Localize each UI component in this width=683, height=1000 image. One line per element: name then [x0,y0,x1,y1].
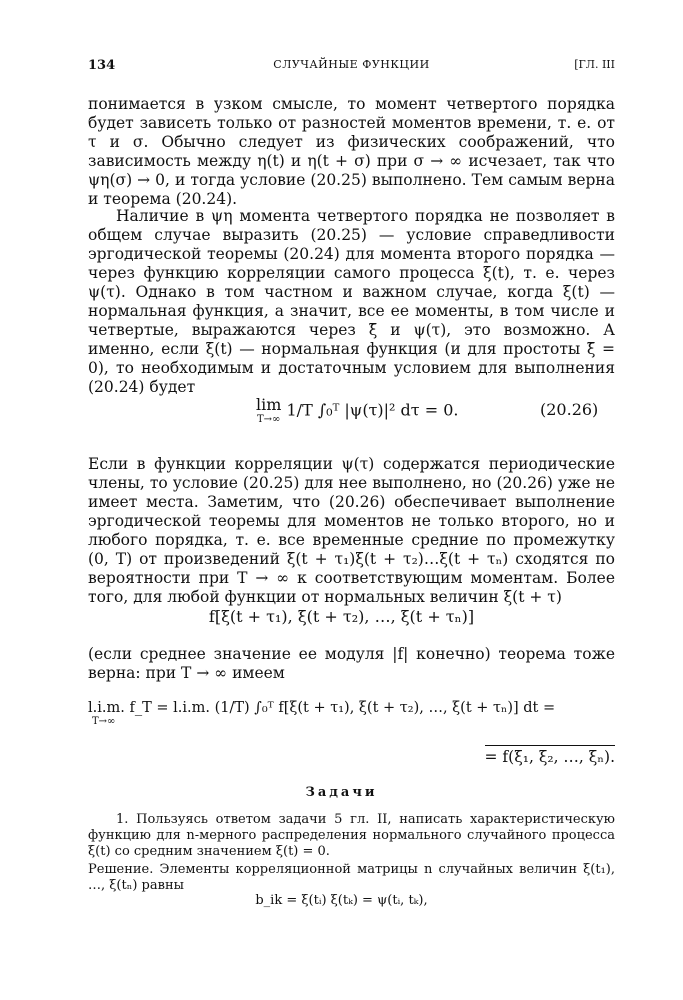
chapter-label: [ГЛ. III [574,58,615,71]
problem-1-solution: Решение. Элементы корреляционной матрицы n случайных величин ξ(t₁), …, ξ(tₙ) равны [88,862,615,893]
lim-operator: lim [256,395,282,414]
equation-lim-line-1 [88,700,555,727]
running-title: СЛУЧАЙНЫЕ ФУНКЦИИ [273,58,430,71]
equation-lim-line-1-text: l.i.m. f_T = l.i.m. (1/T) ∫₀ᵀ f[ξ(t + τ₁), ξ(t + τ₂), …, ξ(t + τₙ)] dt = [88,700,556,716]
problem-1: 1. Пользуясь ответом задачи 5 гл. II, написать характеристическую функцию для n-мерного распределения нормального случайного процесса ξ(t) со средним значением ξ(t) = 0. [88,812,615,859]
equation-20-26-body: 1/T ∫₀ᵀ |ψ(τ)|² dτ = 0. [286,400,459,420]
equation-number-20-26: (20.26) [540,400,599,419]
lim-subscript: T→∞ [257,414,281,425]
paragraph-4: (если среднее значение ее модуля |f| конечно) теорема тоже верна: при T → ∞ имеем [88,645,615,682]
paragraph-3: Если в функции корреляции ψ(τ) содержатся периодические члены, то условие (20.25) для нее выполнено, но (20.26) уже не имеет места. Заметим, что (20.26) обеспечивает выполнение эргодической теоремы для моментов не только второго, но и любого порядка, т. е. все временные средние по промежутку (0, T) от произведений ξ(t + τ₁)ξ(t + τ₂)…ξ(t + τₙ) сходятся по вероятности при T → ∞ к соответствующим моментам. Более того, для любой функции от нормальных величин ξ(t + τ) [88,455,615,606]
paragraph-2: Наличие в ψη момента четвертого порядка не позволяет в общем случае выразить (20.25) — условие справедливости эргодической теоремы (20.24) для момента второго порядка — через функцию корреляции самого процесса ξ(t), т. е. через ψ(τ). Однако в том частном и важном случае, когда ξ(t) — нормальная функция, а значит, все ее моменты, в том числе и четвертые, выражаются через ξ̄ и ψ(τ), это возможно. А именно, если ξ(t) — нормальная функция (и для простоты ξ̄ = 0), то необходимым и достаточным условием для выполнения (20.24) будет [88,207,615,396]
page-header [88,58,615,78]
solution-equation: b_ik = ξ(tᵢ) ξ(tₖ) = ψ(tᵢ, tₖ), [255,893,428,908]
equation-lim-line-2: = f(ξ₁, ξ₂, …, ξₙ). [485,745,615,766]
section-title-problems: Задачи [305,785,378,800]
equation-lim-subscript: T→∞ [92,716,116,727]
equation-f-args: f[ξ(t + τ₁), ξ(t + τ₂), …, ξ(t + τₙ)] [208,607,475,626]
equation-20-26 [256,395,458,425]
paragraph-1: понимается в узком смысле, то момент четвертого порядка будет зависеть только от разностей моментов времени, т. е. от τ и σ. Обычно следует из физических соображений, что зависимость между η(t) и η(t + σ) при σ → ∞ исчезает, так что ψη(σ) → 0, и тогда условие (20.25) выполнено. Тем самым верна и теорема (20.24). [88,95,615,208]
page-number: 134 [88,58,116,73]
